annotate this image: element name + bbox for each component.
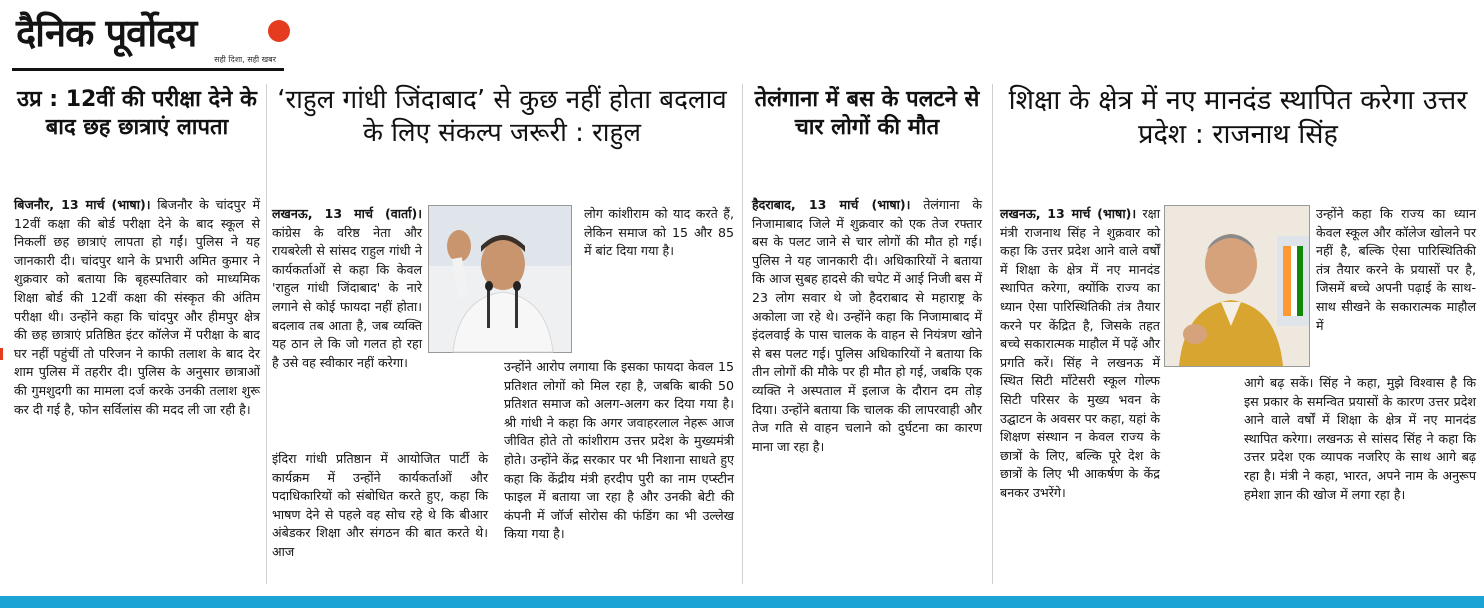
- margin-mark: [0, 348, 3, 360]
- rajnath-body-a: रक्षा मंत्री राजनाथ सिंह ने शुक्रवार को कहा कि उत्तर प्रदेश आने वाले वर्षों में शिक्षा के क्षेत्र में नए मानदंड स्थापित करेगा, क्योंकि राज्य का ध्यान ऐसा पारिस्थितिकी तंत्र तैयार करने पर केंद्रित है, जिसके तहत बच्चे सकारात्मक माहौल में पढ़ें और प्रगति करें। सिंह ने लखनऊ में स्थित सिटी मॉंटेसरी स्कूल गोल्फ सिटी परिसर के मुख्य भवन के उद्घाटन के अवसर पर कहा, यहां के शिक्षण संस्थान न केवल राज्य के छात्रों के लिए, बल्कि पूरे देश के छात्रों के लिए भी आकर्षण के केंद्र बनकर उभरेंगे।: [1000, 206, 1160, 500]
- rajnath-col-a-top: [1000, 205, 1160, 500]
- bus-body: तेलंगाना के निजामाबाद जिले में शुक्रवार को एक तेज रफ्तार बस के पलट जाने से चार लोगों की मौत हो गई। पुलिस ने यह जानकारी दी। अधिकारियों ने बताया कि आज सुबह हादसे की चपेट में आई निजी बस में 23 लोग सवार थे जो हैदराबाद से महाराष्ट्र के अकोला जा रहे थे। उन्होंने कहा कि निजामाबाद में इंदलवाई के पास चालक के वाहन से नियंत्रण खोने से बस पलट गई। पुलिस अधिकारियों ने बताया कि तीन लोगों की मौके पर ही मौत हो गई, जबकि एक व्यक्ति ने अस्पताल में इलाज के दौरान दम तोड़ दिया। उन्होंने बताया कि चालक की लापरवाही और तेज गति से वाहन चलाने को दुर्घटना का कारण माना जा रहा है।: [752, 197, 982, 454]
- exam-dateline: बिजनौर, 13 मार्च (भाषा)।: [14, 197, 151, 212]
- rahul-dateline: लखनऊ, 13 मार्च (वार्ता)।: [272, 206, 422, 221]
- rajnath-photo: [1164, 205, 1310, 367]
- rajnath-col-b-bottom: [1244, 374, 1476, 584]
- masthead-title: दैनिक पूर्वोदय: [16, 10, 197, 55]
- rahul-photo: [428, 205, 572, 353]
- masthead-logo-dot: [268, 20, 290, 42]
- rahul-headline: ‘राहुल गांधी जिंदाबाद’ से कुछ नहीं होता बदलाव के लिए संकल्प जरूरी : राहुल: [277, 85, 727, 148]
- rahul-col-a-bottom: [272, 450, 488, 584]
- bus-headline: तेलंगाना में बस के पलटने से चार लोगों की मौत: [754, 87, 980, 140]
- rajnath-headline: शिक्षा के क्षेत्र में नए मानदंड स्थापित करेगा उत्तर प्रदेश : राजनाथ सिंह: [1008, 85, 1468, 150]
- column-divider: [266, 84, 267, 584]
- rajnath-col-b-top: [1316, 205, 1476, 371]
- rahul-body-a2: इंदिरा गांधी प्रतिष्ठान में आयोजित पार्टी के कार्यक्रम में उन्होंने कार्यकर्ताओं और पदाधिकारियों को संबोधित करते हुए, कहा कि भाषण देने से पहले वह सोच रहे थे कि बीआर अंबेडकर शिक्षा और संगठन की बात करते थे। आज: [272, 451, 488, 559]
- bus-dateline: हैदराबाद, 13 मार्च (भाषा)।: [752, 197, 911, 212]
- exam-article: [14, 196, 260, 586]
- rajnath-body-b: उन्होंने कहा कि राज्य का ध्यान केवल स्कूल और कॉलेज खोलने पर नहीं है, बल्कि ऐसा पारिस्थितिकी तंत्र तैयार करने के प्रयासों पर है, जिसमें बच्चे अपनी पढ़ाई के साथ-साथ सीखने के सकारात्मक माहौल में: [1316, 206, 1476, 333]
- rahul-col-a-top: [272, 205, 422, 370]
- masthead-tagline: सही दिशा, सही खबर: [214, 55, 276, 64]
- rahul-col-b-top: [584, 205, 734, 355]
- rajnath-photo-image: [1165, 206, 1309, 366]
- rahul-body-b2: उन्होंने आरोप लगाया कि इसका फायदा केवल 15 प्रतिशत लोगों को मिल रहा है, जबकि बाकी 50 प्रतिशत समाज को अलग-अलग कर दिया गया है। श्री गांधी ने कहा कि अगर जवाहरलाल नेहरू आज जीवित होते तो कांशीराम उत्तर प्रदेश के मुख्यमंत्री होते। उन्होंने केंद्र सरकार पर भी निशाना साधते हुए कहा कि केंद्रीय मंत्री हरदीप पुरी का नाम एप्स्टीन फाइल में बताया जा रहा है और उनकी बेटी की कंपनी में जॉर्ज सोरोस की फंडिंग का भी उल्लेख किया गया है।: [504, 359, 734, 542]
- rajnath-body-b2: आगे बढ़ सकें। सिंह ने कहा, मुझे विश्वास है कि इस प्रकार के समन्वित प्रयासों के कारण उत्तर प्रदेश आने वाले वर्षों में शिक्षा के क्षेत्र में नए मानदंड स्थापित करेगा। लखनऊ से सांसद सिंह ने कहा कि उत्तर प्रदेश एक व्यापक नजरिए के साथ आगे बढ़ रहा है। मंत्री ने कहा, भारत, अपने नाम के अनुरूप हमेशा ज्ञान की खोज में लगा रहा है।: [1244, 375, 1476, 502]
- page-bottom-band: [0, 596, 1484, 608]
- column-divider: [742, 84, 743, 584]
- rahul-photo-image: [429, 206, 571, 352]
- rahul-col-b-bottom: [504, 358, 734, 584]
- bus-article: [752, 196, 982, 586]
- rahul-body-a: कांग्रेस के वरिष्ठ नेता और रायबरेली से सांसद राहुल गांधी ने कार्यकर्ताओं से कहा कि केवल 'राहुल गांधी जिंदाबाद' के नारे लगाने से कोई फायदा नहीं होता। बदलाव तब आता है, जब व्यक्ति यह ठान ले कि जो गलत हो रहा है उसे वह स्वीकार नहीं करेगा।: [272, 224, 422, 370]
- exam-body: बिजनौर के चांदपुर में 12वीं कक्षा की बोर्ड परीक्षा देने के बाद स्कूल से निकलीं छह छात्राएं लापता हो गईं। पुलिस ने यह जानकारी दी। चांदपुर थाने के प्रभारी अमित कुमार ने शुक्रवार को बताया कि बृहस्पतिवार को माध्यमिक शिक्षा बोर्ड की 12वीं कक्षा की संस्कृत की अंतिम परीक्षा थी। उन्होंने कहा कि चांदपुर और हीमपुर क्षेत्र की छह छात्राएं प्रतिष्ठित इंटर कॉलेज में परीक्षा के बाद घर नहीं पहुंचीं तो परिजन ने काफी तलाश के बाद देर शाम पुलिस में तहरीर दी। पुलिस के अनुसार छात्राओं की गुमशुदगी का मामला दर्ज करके उनकी तलाश शुरू कर दी गई है, फोन सर्विलांस की मदद ली जा रही है।: [14, 197, 260, 417]
- exam-headline: उप्र : 12वीं की परीक्षा देने के बाद छह छात्राएं लापता: [17, 87, 257, 140]
- masthead: [12, 6, 284, 72]
- rajnath-dateline: लखनऊ, 13 मार्च (भाषा)।: [1000, 206, 1137, 221]
- column-divider: [992, 84, 993, 584]
- masthead-rule: [12, 68, 284, 71]
- rahul-body-b: लोग कांशीराम को याद करते हैं, लेकिन समाज को 15 और 85 में बांट दिया गया है।: [584, 206, 734, 259]
